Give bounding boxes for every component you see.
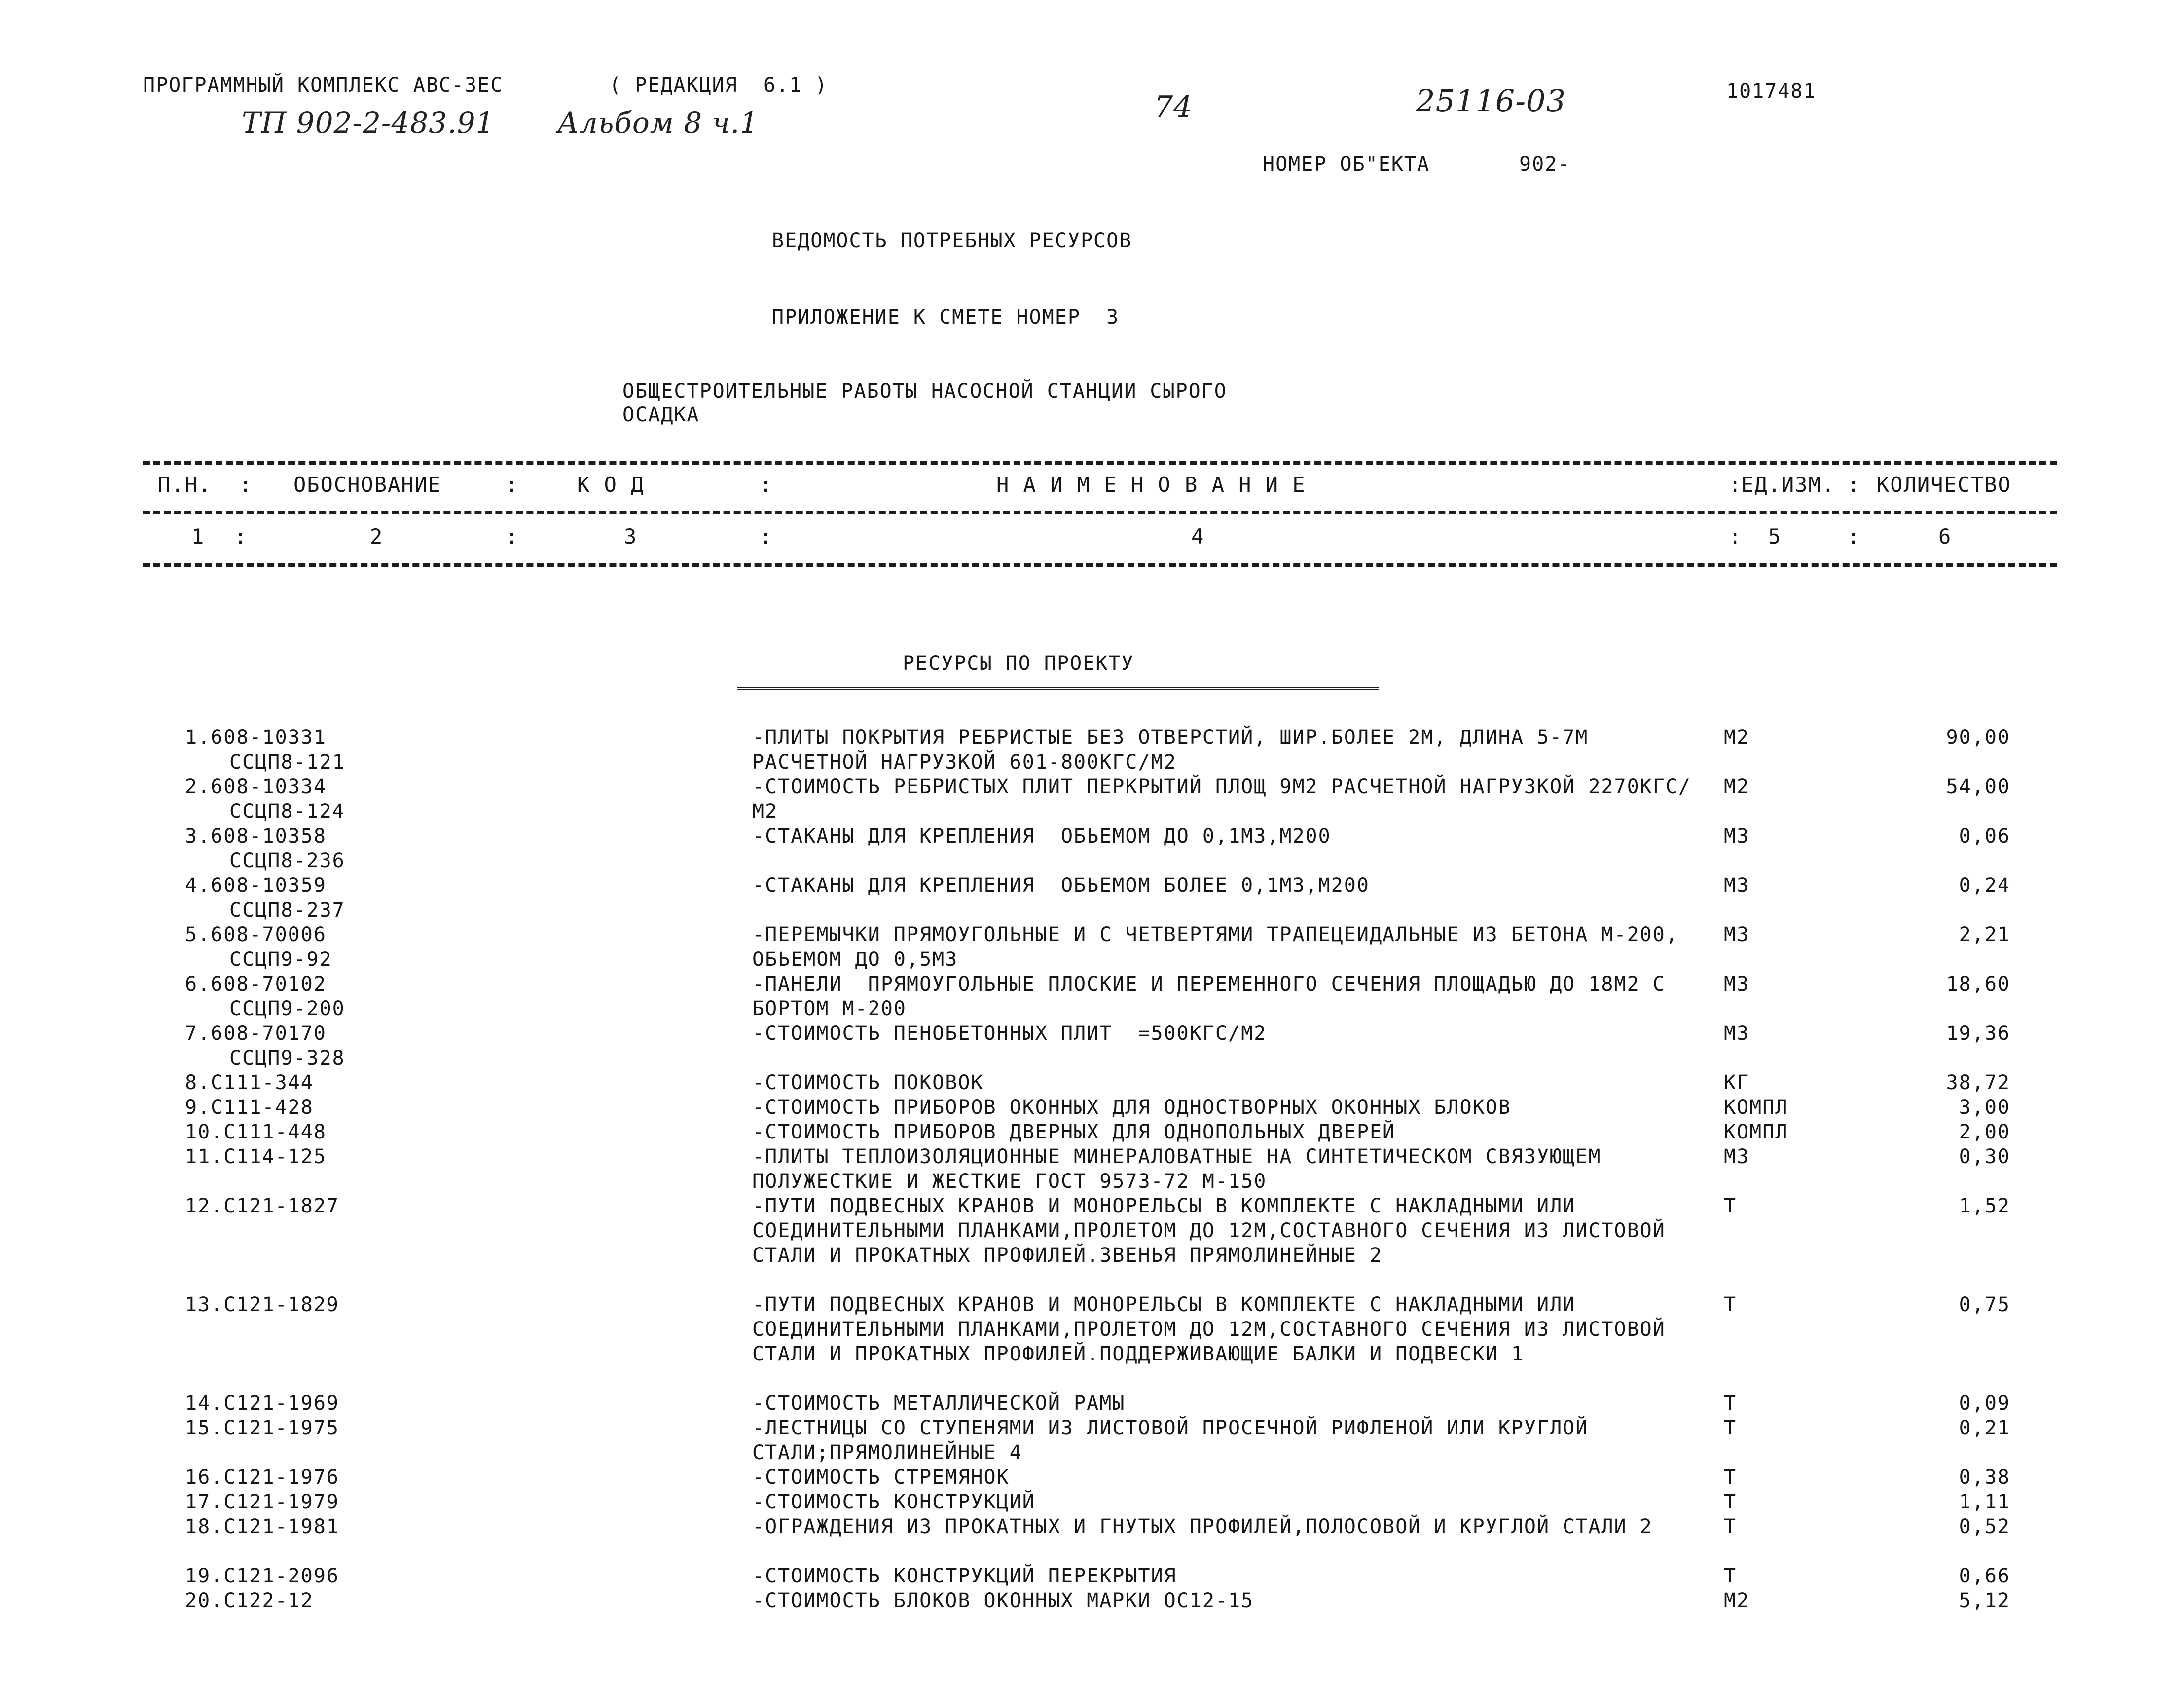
col-header-pn: П.Н. (158, 473, 212, 497)
row-unit: КГ (1724, 1071, 1750, 1094)
row-pn: 19.С121-2096 (185, 1565, 339, 1587)
row-unit: М2 (1724, 726, 1750, 749)
row-qty: 0,30 (1959, 1145, 2010, 1168)
row-unit: М2 (1724, 1589, 1750, 1612)
row-pn: 14.С121-1969 (185, 1392, 339, 1415)
row-unit: Т (1724, 1466, 1737, 1489)
col-sep-n1: : (234, 524, 248, 549)
section-underline (737, 687, 1379, 690)
row-qty: 0,21 (1959, 1417, 2010, 1439)
row-qty: 5,12 (1959, 1589, 2010, 1612)
col-sep-n4: : (1729, 524, 1743, 549)
row-qty: 1,52 (1959, 1195, 2010, 1217)
row-qty: 54,00 (1946, 775, 2010, 798)
row-unit: Т (1724, 1565, 1737, 1587)
row-name: -СТОИМОСТЬ БЛОКОВ ОКОННЫХ МАРКИ ОС12-15 (752, 1589, 1254, 1612)
row-qty: 0,38 (1959, 1466, 2010, 1489)
program-edition: ( РЕДАКЦИЯ 6.1 ) (609, 74, 828, 97)
col-sep-1: : (239, 473, 253, 497)
row-name: -СТОИМОСТЬ РЕБРИСТЫХ ПЛИТ ПЕРКРЫТИЙ ПЛОЩ 9М2 РАСЧЕТНОЙ НАГРУЗКОЙ 2270КГС/М2 (752, 775, 1691, 823)
works-title-line1: ОБЩЕСТРОИТЕЛЬНЫЕ РАБОТЫ НАСОСНОЙ СТАНЦИИ СЫРОГО (622, 380, 1227, 403)
col-header-basis: ОБОСНОВАНИЕ (293, 473, 442, 497)
row-qty: 38,72 (1946, 1071, 2010, 1094)
row-name: -ПУТИ ПОДВЕСНЫХ КРАНОВ И МОНОРЕЛЬСЫ В КОМПЛЕКТЕ С НАКЛАДНЫМИ ИЛИ СОЕДИНИТЕЛЬНЫМИ ПЛАНКАМИ,ПРОЛЕТОМ ДО 12М,СОСТАВНОГО СЕЧЕНИЯ ИЗ ЛИСТОВОЙ СТАЛИ И ПРОКАТНЫХ ПРОФИЛЕЙ.ЗВЕНЬЯ ПРЯМОЛИНЕЙНЫЕ 2 (752, 1195, 1678, 1267)
appendix-title: ПРИЛОЖЕНИЕ К СМЕТЕ НОМЕР 3 (772, 306, 1120, 329)
row-name: -ПЛИТЫ ТЕПЛОИЗОЛЯЦИОННЫЕ МИНЕРАЛОВАТНЫЕ НА СИНТЕТИЧЕСКОМ СВЯЗУЮЩЕМ ПОЛУЖЕСТКИЕ И ЖЕСТКИЕ ГОСТ 9573-72 М-150 (752, 1145, 1614, 1193)
row-unit: Т (1724, 1491, 1737, 1513)
row-name: -СТОИМОСТЬ КОНСТРУКЦИЙ ПЕРЕКРЫТИЯ (752, 1565, 1177, 1587)
page-number: 74 (1154, 90, 1193, 124)
col-number-5: 5 (1768, 524, 1782, 549)
row-unit: М3 (1724, 825, 1750, 847)
col-header-quantity: КОЛИЧЕСТВО (1877, 473, 2011, 497)
row-name: -ЛЕСТНИЦЫ СО СТУПЕНЯМИ ИЗ ЛИСТОВОЙ ПРОСЕЧНОЙ РИФЛЕНОЙ ИЛИ КРУГЛОЙ СТАЛИ;ПРЯМОЛИНЕЙНЫЕ 4 (752, 1417, 1602, 1464)
row-pn: 9.С111-428 (185, 1096, 314, 1119)
row-name: -СТОИМОСТЬ СТРЕМЯНОК (752, 1466, 1010, 1489)
row-unit: КОМПЛ (1724, 1121, 1788, 1143)
row-pn: 15.С121-1975 (185, 1417, 339, 1439)
row-name: -ПЛИТЫ ПОКРЫТИЯ РЕБРИСТЫЕ БЕЗ ОТВЕРСТИЙ, ШИР.БОЛЕЕ 2М, ДЛИНА 5-7М РАСЧЕТНОЙ НАГРУЗКОЙ 601-800КГС/М2 (752, 726, 1602, 773)
row-unit: М3 (1724, 923, 1750, 946)
row-qty: 19,36 (1946, 1022, 2010, 1045)
row-qty: 0,52 (1959, 1515, 2010, 1538)
row-pn: 7.608-70170 (185, 1022, 327, 1045)
row-sub-code: ССЦП8-121 (229, 751, 345, 773)
statement-title: ВЕДОМОСТЬ ПОТРЕБНЫХ РЕСУРСОВ (772, 229, 1132, 252)
row-pn: 4.608-10359 (185, 874, 327, 897)
row-pn: 2.608-10334 (185, 775, 327, 798)
col-sep-n5: : (1847, 524, 1861, 549)
row-pn: 1.608-10331 (185, 726, 327, 749)
row-pn: 8.С111-344 (185, 1071, 314, 1094)
row-sub-code: ССЦП9-92 (229, 948, 332, 971)
col-header-code: К О Д (577, 473, 645, 497)
row-pn: 6.608-70102 (185, 973, 327, 995)
row-qty: 0,24 (1959, 874, 2010, 897)
col-sep-3: : (760, 473, 773, 497)
row-name: -СТОИМОСТЬ ПЕНОБЕТОННЫХ ПЛИТ =500КГС/М2 (752, 1022, 1267, 1045)
row-sub-code: ССЦП9-200 (229, 997, 345, 1020)
row-qty: 0,09 (1959, 1392, 2010, 1415)
object-label: НОМЕР ОБ"ЕКТА (1263, 153, 1430, 176)
row-name: -ПУТИ ПОДВЕСНЫХ КРАНОВ И МОНОРЕЛЬСЫ В КОМПЛЕКТЕ С НАКЛАДНЫМИ ИЛИ СОЕДИНИТЕЛЬНЫМИ ПЛАНКАМИ,ПРОЛЕТОМ ДО 12М,СОСТАВНОГО СЕЧЕНИЯ ИЗ ЛИСТОВОЙ СТАЛИ И ПРОКАТНЫХ ПРОФИЛЕЙ.ПОДДЕРЖИВАЮЩИЕ БАЛКИ И ПОДВЕСКИ 1 (752, 1293, 1678, 1365)
row-pn: 20.С122-12 (185, 1589, 314, 1612)
handwritten-tp: ТП 902-2-483.91 (242, 106, 495, 140)
col-number-1: 1 (191, 524, 205, 549)
col-sep-5: : (1847, 473, 1861, 497)
row-qty: 0,75 (1959, 1293, 2010, 1316)
col-sep-n2: : (506, 524, 519, 549)
col-number-2: 2 (370, 524, 384, 549)
row-unit: М3 (1724, 1022, 1750, 1045)
row-pn: 16.С121-1976 (185, 1466, 339, 1489)
doc-code: 25116-03 (1416, 83, 1566, 119)
col-number-4: 4 (1191, 524, 1205, 549)
col-number-3: 3 (624, 524, 638, 549)
col-sep-2: : (506, 473, 519, 497)
row-sub-code: ССЦП8-237 (229, 899, 345, 921)
table-rule-top (143, 461, 2057, 465)
row-pn: 13.С121-1829 (185, 1293, 339, 1316)
row-pn: 10.С111-448 (185, 1121, 327, 1143)
row-unit: М2 (1724, 775, 1750, 798)
row-name: -СТОИМОСТЬ МЕТАЛЛИЧЕСКОЙ РАМЫ (752, 1392, 1126, 1415)
row-name: -СТАКАНЫ ДЛЯ КРЕПЛЕНИЯ ОБЬЕМОМ ДО 0,1М3,М200 (752, 825, 1331, 847)
row-qty: 2,21 (1959, 923, 2010, 946)
program-name: ПРОГРАММНЫЙ КОМПЛЕКС АВС-3ЕС (143, 74, 504, 97)
row-qty: 18,60 (1946, 973, 2010, 995)
col-sep-4: : (1729, 473, 1743, 497)
row-unit: Т (1724, 1515, 1737, 1538)
row-unit: Т (1724, 1417, 1737, 1439)
row-qty: 90,00 (1946, 726, 2010, 749)
row-qty: 2,00 (1959, 1121, 2010, 1143)
row-name: -СТОИМОСТЬ ПРИБОРОВ ДВЕРНЫХ ДЛЯ ОДНОПОЛЬНЫХ ДВЕРЕЙ (752, 1121, 1396, 1143)
row-unit: Т (1724, 1392, 1737, 1415)
row-qty: 1,11 (1959, 1491, 2010, 1513)
row-unit: Т (1724, 1195, 1737, 1217)
doc-id: 1017481 (1726, 80, 1817, 103)
row-sub-code: ССЦП8-236 (229, 849, 345, 872)
row-name: -ПАНЕЛИ ПРЯМОУГОЛЬНЫЕ ПЛОСКИЕ И ПЕРЕМЕННОГО СЕЧЕНИЯ ПЛОЩАДЬЮ ДО 18М2 С БОРТОМ М-200 (752, 973, 1678, 1020)
row-unit: М3 (1724, 874, 1750, 897)
row-unit: М3 (1724, 973, 1750, 995)
row-pn: 17.С121-1979 (185, 1491, 339, 1513)
handwritten-album: Альбом 8 ч.1 (557, 106, 759, 140)
row-pn: 11.С114-125 (185, 1145, 327, 1168)
row-qty: 0,06 (1959, 825, 2010, 847)
row-pn: 12.С121-1827 (185, 1195, 339, 1217)
row-name: -СТАКАНЫ ДЛЯ КРЕПЛЕНИЯ ОБЬЕМОМ БОЛЕЕ 0,1М3,М200 (752, 874, 1370, 897)
row-qty: 3,00 (1959, 1096, 2010, 1119)
row-sub-code: ССЦП9-328 (229, 1047, 345, 1069)
row-pn: 3.608-10358 (185, 825, 327, 847)
row-name: -СТОИМОСТЬ КОНСТРУКЦИЙ (752, 1491, 1035, 1513)
row-qty: 0,66 (1959, 1565, 2010, 1587)
works-title-line2: ОСАДКА (622, 404, 700, 426)
section-title: РЕСУРСЫ ПО ПРОЕКТУ (903, 652, 1134, 675)
row-pn: 18.С121-1981 (185, 1515, 339, 1538)
row-name: -ПЕРЕМЫЧКИ ПРЯМОУГОЛЬНЫЕ И С ЧЕТВЕРТЯМИ ТРАПЕЦЕИДАЛЬНЫЕ ИЗ БЕТОНА М-200, ОБЬЕМОМ ДО 0,5М3 (752, 923, 1691, 971)
row-unit: КОМПЛ (1724, 1096, 1788, 1119)
table-rule-mid (143, 511, 2057, 514)
row-pn: 5.608-70006 (185, 923, 327, 946)
row-sub-code: ССЦП8-124 (229, 800, 345, 823)
col-sep-n3: : (760, 524, 773, 549)
col-header-unit: ЕД.ИЗМ. (1741, 473, 1836, 497)
row-name: -СТОИМОСТЬ ПОКОВОК (752, 1071, 984, 1094)
row-name: -СТОИМОСТЬ ПРИБОРОВ ОКОННЫХ ДЛЯ ОДНОСТВОРНЫХ ОКОННЫХ БЛОКОВ (752, 1096, 1511, 1119)
row-name: -ОГРАЖДЕНИЯ ИЗ ПРОКАТНЫХ И ГНУТЫХ ПРОФИЛЕЙ,ПОЛОСОВОЙ И КРУГЛОЙ СТАЛИ 2 (752, 1515, 1653, 1538)
col-header-name: Н А И М Е Н О В А Н И Е (996, 473, 1306, 497)
table-rule-bottom (143, 563, 2057, 567)
row-unit: М3 (1724, 1145, 1750, 1168)
row-unit: Т (1724, 1293, 1737, 1316)
object-number: 902- (1519, 153, 1571, 176)
col-number-6: 6 (1938, 524, 1952, 549)
